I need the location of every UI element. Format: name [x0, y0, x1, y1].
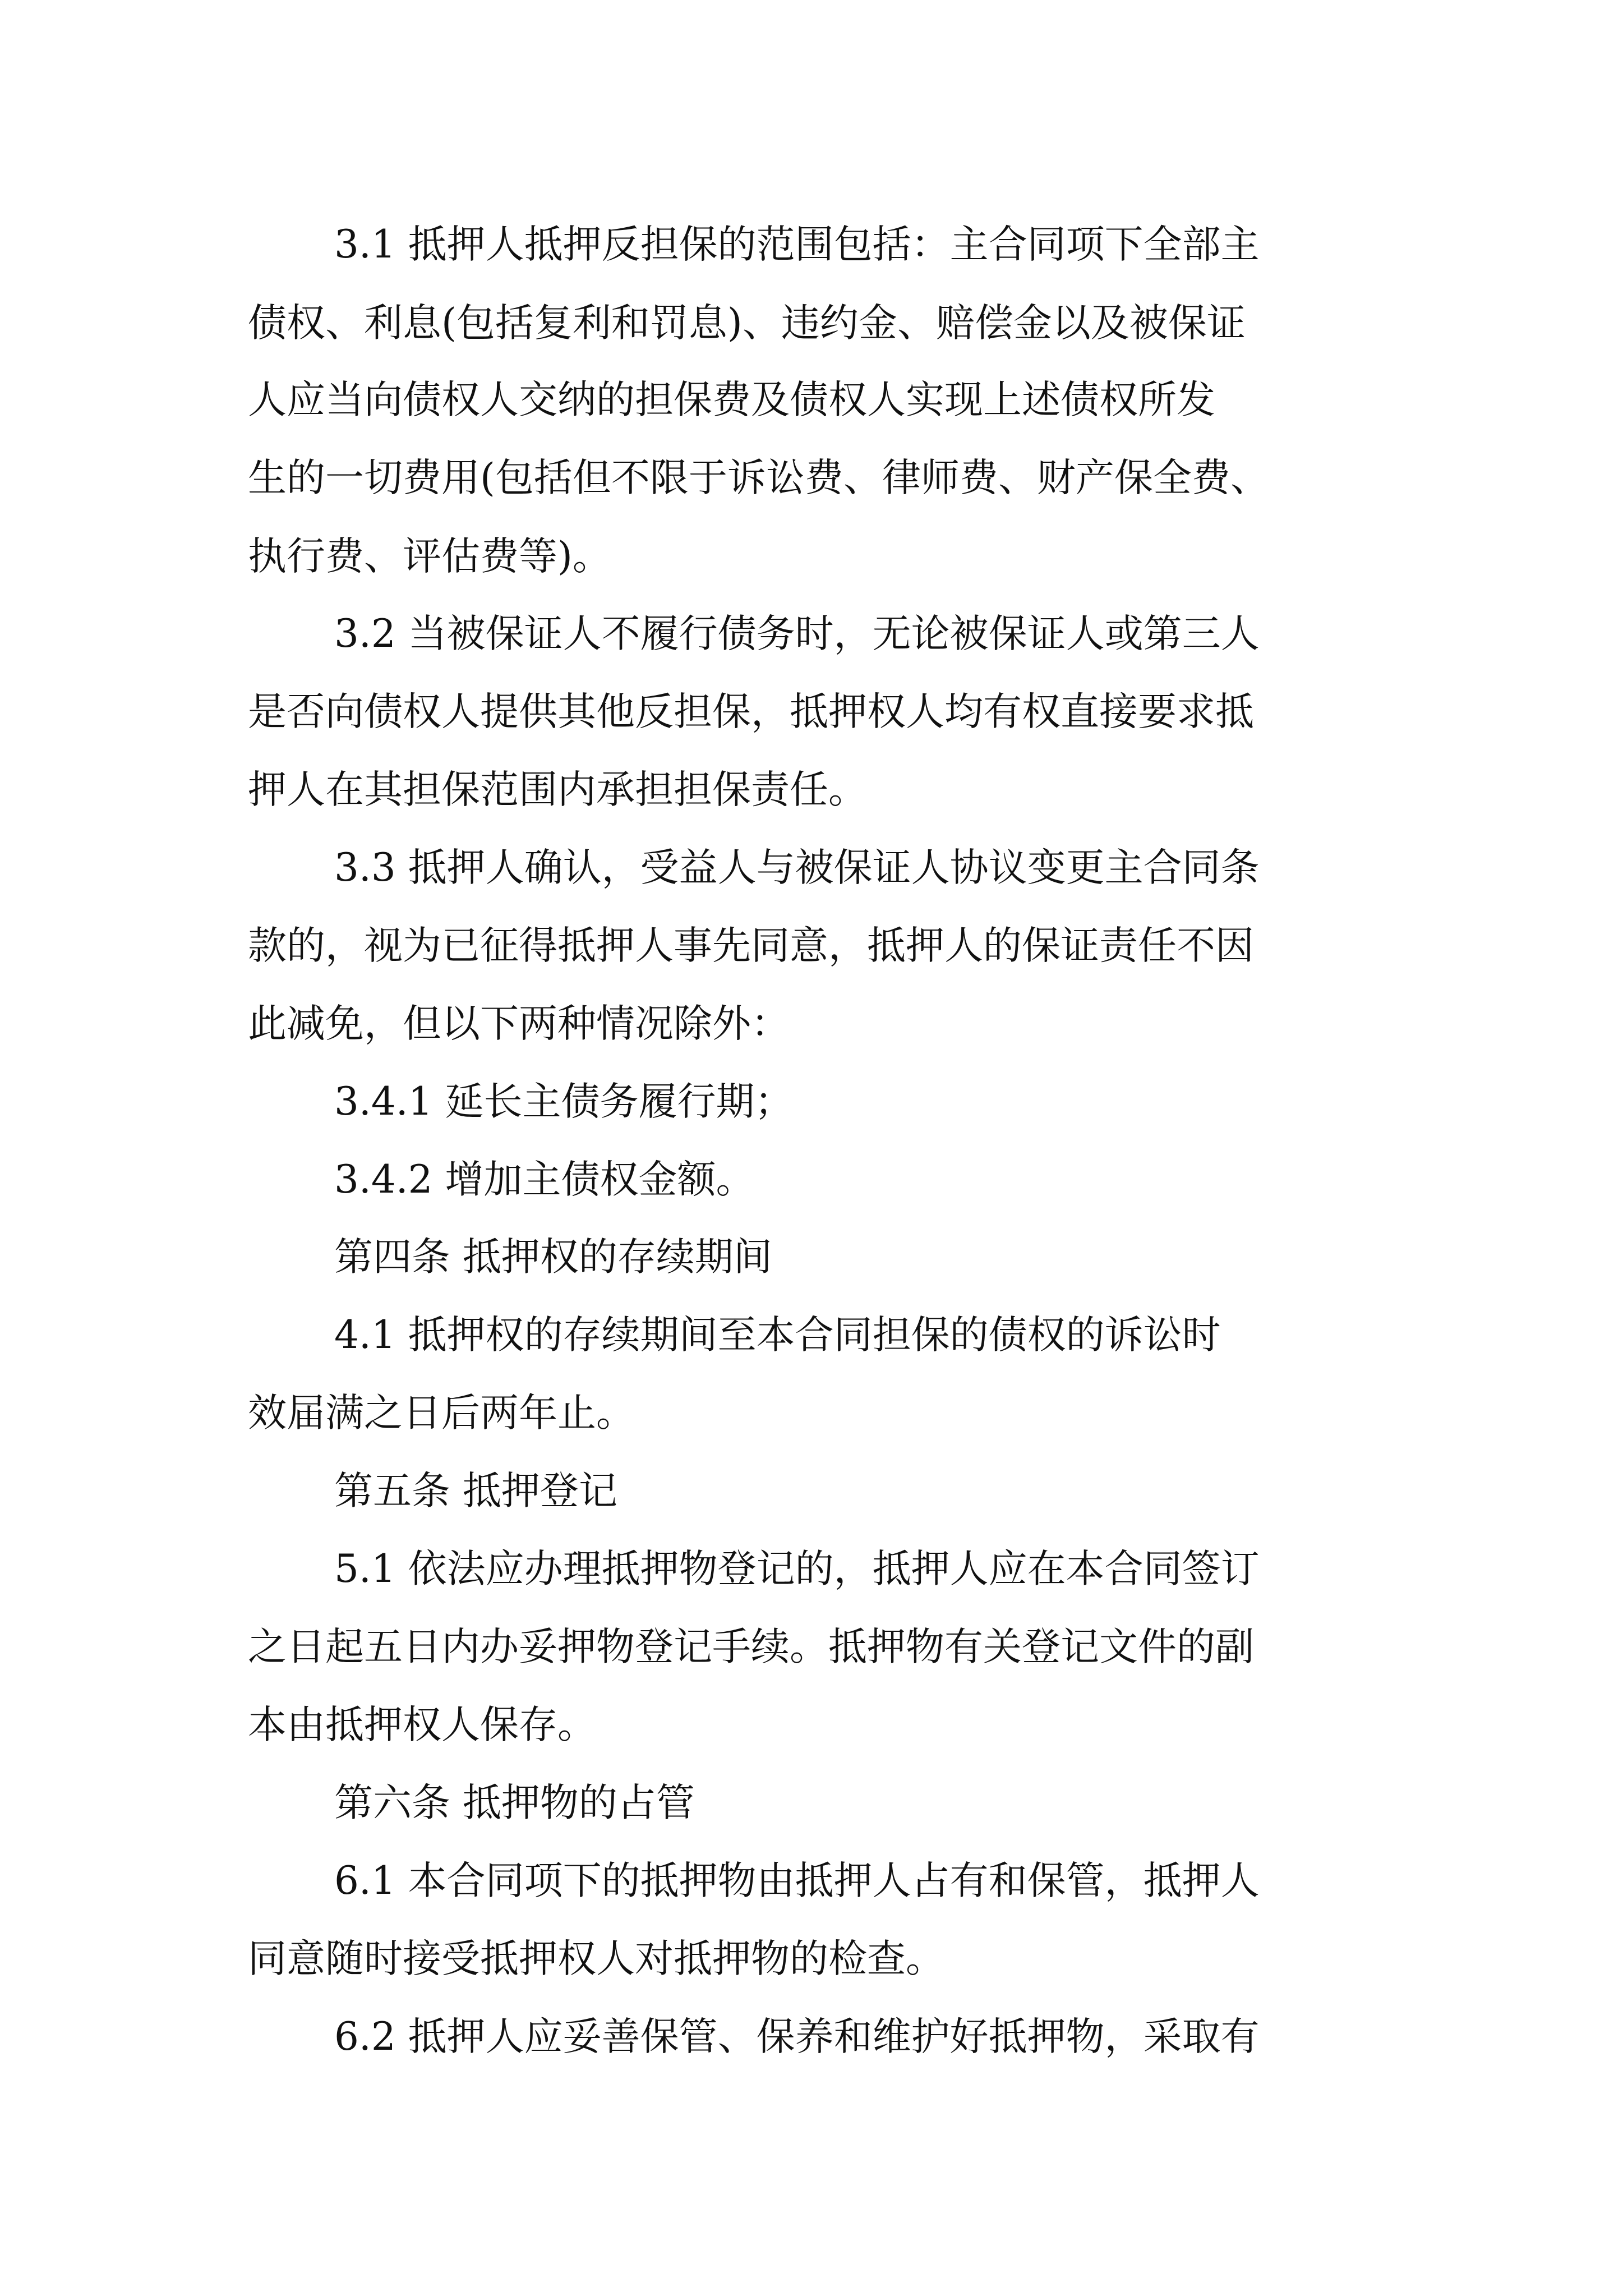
- paragraph-3-1-line-2: 债权、利息(包括复利和罚息)、违约金、赔偿金以及被保证: [248, 301, 1246, 346]
- paragraph-6-1-line-1: 6.1 本合同项下的抵押物由抵押人占有和保管，抵押人: [334, 1858, 1260, 1903]
- article-6-heading: 第六条 抵押物的占管: [334, 1780, 695, 1825]
- paragraph-3-3-line-2: 款的，视为已征得抵押人事先同意，抵押人的保证责任不因: [248, 923, 1254, 968]
- paragraph-3-3-line-1: 3.3 抵押人确认，受益人与被保证人协议变更主合同条: [334, 845, 1260, 890]
- clause-3-4-1: 3.4.1 延长主债务履行期；: [334, 1079, 794, 1124]
- paragraph-5-1-line-1: 5.1 依法应办理抵押物登记的，抵押人应在本合同签订: [334, 1547, 1260, 1591]
- paragraph-3-2-line-3: 押人在其担保范围内承担担保责任。: [248, 767, 867, 812]
- paragraph-3-1-line-3: 人应当向债权人交纳的担保费及债权人实现上述债权所发: [248, 378, 1215, 422]
- clause-3-4-2: 3.4.2 增加主债权金额。: [334, 1157, 755, 1202]
- article-5-heading: 第五条 抵押登记: [334, 1469, 617, 1513]
- paragraph-3-1-line-5: 执行费、评估费等)。: [248, 534, 611, 579]
- article-4-heading: 第四条 抵押权的存续期间: [334, 1235, 772, 1280]
- paragraph-6-2-line-1: 6.2 抵押人应妥善保管、保养和维护好抵押物，采取有: [334, 2014, 1260, 2059]
- paragraph-3-3-line-3: 此减免，但以下两种情况除外：: [248, 1001, 790, 1046]
- paragraph-4-1-line-2: 效届满之日后两年止。: [248, 1391, 635, 1435]
- paragraph-5-1-line-2: 之日起五日内办妥押物登记手续。抵押物有关登记文件的副: [248, 1625, 1254, 1669]
- paragraph-3-2-line-1: 3.2 当被保证人不履行债务时，无论被保证人或第三人: [334, 611, 1260, 656]
- paragraph-3-2-line-2: 是否向债权人提供其他反担保，抵押权人均有权直接要求抵: [248, 689, 1254, 734]
- paragraph-6-1-line-2: 同意随时接受抵押权人对抵押物的检查。: [248, 1936, 944, 1981]
- paragraph-3-1-line-1: 3.1 抵押人抵押反担保的范围包括：主合同项下全部主: [334, 222, 1260, 267]
- paragraph-3-1-line-4: 生的一切费用(包括但不限于诉讼费、律师费、财产保全费、: [248, 455, 1269, 500]
- paragraph-4-1-line-1: 4.1 抵押权的存续期间至本合同担保的债权的诉讼时: [334, 1313, 1221, 1358]
- paragraph-5-1-line-3: 本由抵押权人保存。: [248, 1703, 596, 1747]
